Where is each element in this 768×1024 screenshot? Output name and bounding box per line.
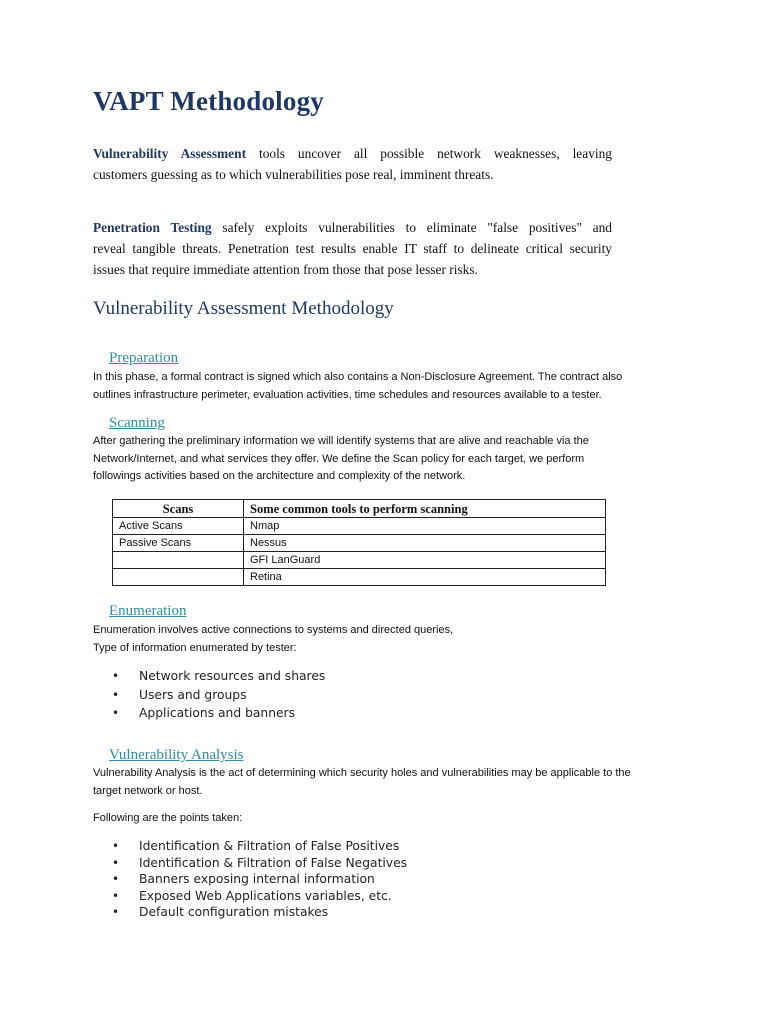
list-item [112,686,325,705]
table-cell: Passive Scans [113,535,244,552]
points-label: Following are the points taken: [93,812,243,824]
table-cell: GFI LanGuard [244,552,606,569]
scanning-line: Network/Internet, and what services they offer. We define the Scan policy for each target, we perform [93,452,585,465]
list-item-text: Identification & Filtration of False Negatives [139,855,408,870]
table-cell [113,552,244,569]
bullet-icon: • [112,839,120,853]
table-cell: Retina [244,569,606,586]
table-cell: Active Scans [113,518,244,535]
list-item-text: Network resources and shares [139,669,326,683]
preparation-heading: Preparation [109,350,179,366]
list-item [112,855,407,872]
bullet-icon: • [112,872,120,887]
pt-intro-paragraph [93,217,612,280]
table-header-scans: Scans [113,500,244,518]
bullet-icon: • [112,669,120,683]
vuln-analysis-heading: Vulnerability Analysis [109,747,244,763]
list-item [112,888,407,905]
table-cell: Nmap [244,518,606,535]
pt-line-2: reveal tangible threats. Penetration test results enable IT staff to delineate critical security [93,241,612,256]
table-row [113,518,606,535]
scanning-tools-table [112,499,606,586]
vuln-analysis-body [93,765,631,800]
table-cell [113,569,244,586]
list-item-text: Exposed Web Applications variables, etc. [139,888,392,903]
va-lead: Vulnerability Assessment [93,146,247,161]
bullet-icon: • [112,687,120,702]
preparation-line: In this phase, a formal contract is signed which also contains a Non-Disclosure Agreement. The contract also [93,371,623,383]
scanning-line: followings activities based on the architecture and complexity of the network. [93,470,466,482]
enumeration-heading: Enumeration [109,603,187,619]
bullet-icon: • [112,905,120,920]
list-item-text: Applications and banners [139,706,296,720]
list-item-text: Users and groups [139,687,247,702]
list-item [112,704,325,723]
list-item [112,871,407,888]
vuln-analysis-line: target network or host. [93,784,203,797]
table-header-tools: Some common tools to perform scanning [244,500,606,518]
scanning-body [93,433,589,486]
table-row [113,569,606,586]
pt-line-1: safely exploits vulnerabilities to eliminate "false positives" and [222,220,612,235]
vuln-analysis-line: Vulnerability Analysis is the act of determining which security holes and vulnerabilities may be applicable to the [93,767,631,779]
page-title: VAPT Methodology [93,86,324,116]
table-row [113,552,606,569]
list-item-text: Banners exposing internal information [139,872,375,887]
table-row [113,535,606,552]
enumeration-line: Enumeration involves active connections to systems and directed queries, [93,624,454,636]
preparation-line: outlines infrastructure perimeter, evaluation activities, time schedules and resources available to a tester. [93,388,602,401]
list-item [112,838,407,855]
scanning-line: After gathering the preliminary information we will identify systems that are alive and reachable via the [93,435,589,447]
preparation-body [93,369,622,404]
va-line-2: customers guessing as to which vulnerabilities pose real, imminent threats. [93,167,494,182]
vuln-analysis-bullet-list [112,838,407,921]
scanning-heading: Scanning [109,415,165,431]
enumeration-line: Type of information enumerated by tester: [93,641,297,654]
pt-lead: Penetration Testing [93,220,212,235]
bullet-icon: • [112,706,120,720]
list-item-text: Identification & Filtration of False Positives [139,839,400,853]
list-item [112,904,407,921]
pt-line-3: issues that require immediate attention from those that pose lesser risks. [93,262,478,277]
bullet-icon: • [112,855,120,870]
list-item [112,667,325,686]
va-intro-paragraph [93,143,612,185]
section-title: Vulnerability Assessment Methodology [93,298,394,319]
bullet-icon: • [112,888,120,903]
list-item-text: Default configuration mistakes [139,905,329,920]
enumeration-body [93,622,453,657]
va-line-1: tools uncover all possible network weaknesses, leaving [258,146,612,161]
enumeration-bullet-list [112,667,325,723]
table-cell: Nessus [244,535,606,552]
table-header-row [113,500,606,518]
